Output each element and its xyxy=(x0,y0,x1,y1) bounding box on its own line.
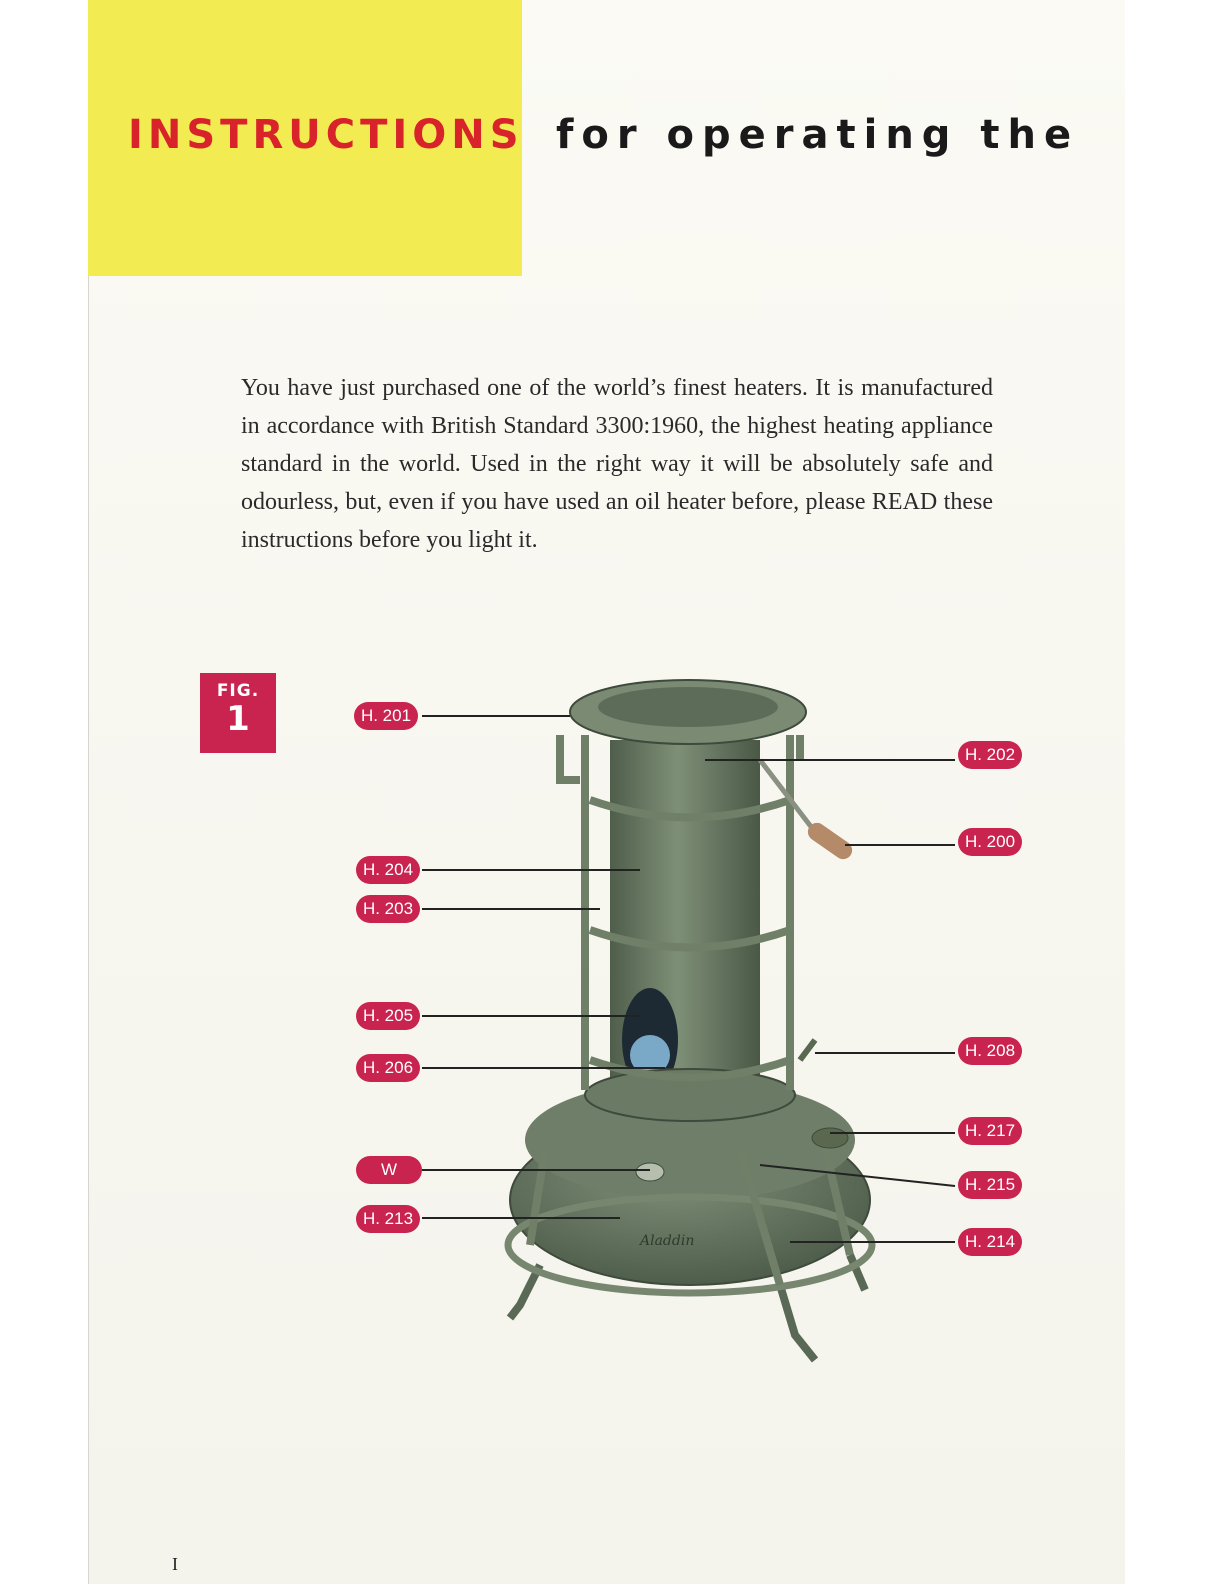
callout-h214: H. 214 xyxy=(958,1228,1022,1256)
callout-w: W xyxy=(356,1156,422,1184)
intro-paragraph: You have just purchased one of the world’s finest heaters. It is manufactured in accordance with British Standard 3300:1960, the highest heating appliance standard in the world. Used in the right way it will be absolutely safe and odourless, but, even if you have used an oil heater before, please READ these instructions before you light it. xyxy=(241,375,993,553)
top-vents xyxy=(598,687,778,727)
callout-h201: H. 201 xyxy=(354,702,418,730)
page-number: I xyxy=(172,1554,178,1574)
callout-h217: H. 217 xyxy=(958,1117,1022,1145)
callout-h205: H. 205 xyxy=(356,1002,420,1030)
title-instructions: INSTRUCTIONS xyxy=(128,112,524,158)
heater-leg xyxy=(780,1285,815,1360)
callout-h213: H. 213 xyxy=(356,1205,420,1233)
callout-h215: H. 215 xyxy=(958,1171,1022,1199)
filler-cap xyxy=(812,1128,848,1148)
fuel-gauge xyxy=(636,1163,664,1181)
wick-regulator xyxy=(800,1040,815,1060)
callout-h200: H. 200 xyxy=(958,828,1022,856)
brand-logo: Aladdin xyxy=(640,1233,695,1249)
title-subheading: for operating the xyxy=(556,112,1080,158)
callout-h206: H. 206 xyxy=(356,1054,420,1082)
figure-badge xyxy=(200,673,276,753)
figure-label: FIG. xyxy=(216,681,260,701)
callout-h203: H. 203 xyxy=(356,895,420,923)
handle-grip xyxy=(804,819,855,862)
callout-h204: H. 204 xyxy=(356,856,420,884)
figure-number: 1 xyxy=(226,699,250,739)
heater-illustration xyxy=(340,670,1040,1370)
callout-h202: H. 202 xyxy=(958,741,1022,769)
callout-h208: H. 208 xyxy=(958,1037,1022,1065)
